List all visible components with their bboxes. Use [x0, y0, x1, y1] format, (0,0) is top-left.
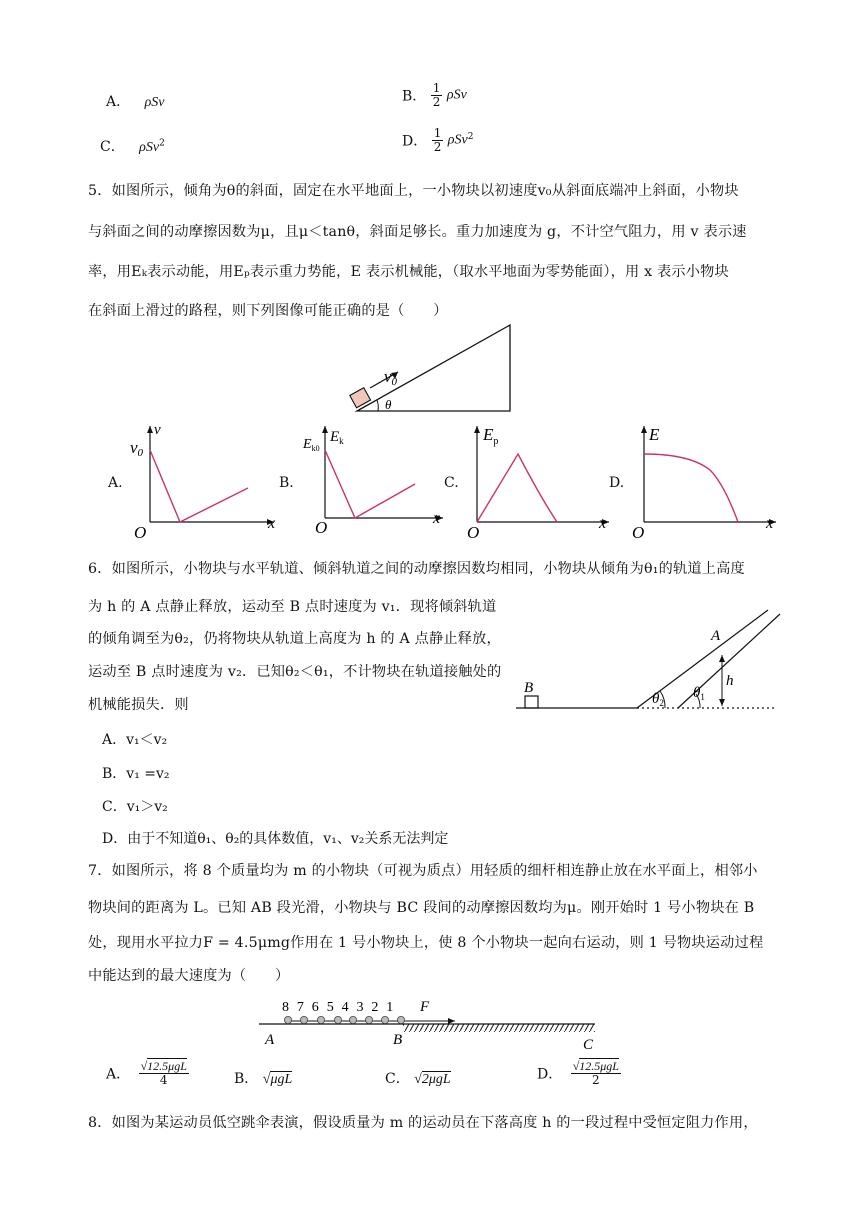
option-expression: ρSv: [446, 87, 467, 103]
q6-stem-line-2: 为 h 的 A 点静止释放，运动至 B 点时速度为 v₁．现将倾斜轨道: [88, 599, 497, 615]
sqrt-expression: √μgL: [262, 1072, 293, 1087]
q7-option-a[interactable]: [106, 1060, 189, 1087]
x-axis-label: x: [268, 515, 276, 532]
theta1-label: $\theta_1$: [693, 685, 705, 702]
y-axis-label: v: [154, 422, 161, 438]
sqrt-fraction: $\frac{\text{√12.5μgL}}{2}$: [572, 1059, 619, 1087]
q5-graph-a: [128, 420, 278, 540]
origin-label: O: [467, 523, 480, 542]
fraction-half: $\frac{1}{2}$: [433, 126, 442, 154]
v0-tick-label: v0: [130, 438, 144, 459]
origin-label: O: [632, 523, 645, 542]
q7-blocks-figure: [255, 995, 605, 1053]
ek0-tick-label: $E_{k0}$: [303, 437, 320, 453]
height-h-label: h: [726, 673, 734, 689]
q6-stem-line-3: 的倾角调至为θ₂，仍将物块从轨道上高度为 h 的 A 点静止释放，: [88, 631, 501, 647]
q6-option-b[interactable]: B．v₁ =v₂: [102, 766, 170, 782]
q5-graph-c: [465, 420, 615, 540]
q5-graph-d: [630, 420, 780, 540]
q4-option-d[interactable]: [402, 127, 473, 154]
theta2-label: $\theta_2$: [652, 691, 664, 708]
q8-stem-line-1: 8．如图为某运动员低空跳伞表演，假设质量为 m 的运动员在下落高度 h 的一段过程中受恒定阻力作用，: [88, 1115, 758, 1131]
v0-label: v0: [384, 367, 398, 388]
point-b-label: B: [524, 680, 534, 696]
point-c-label: C: [583, 1037, 594, 1053]
exponent: 2: [159, 138, 165, 149]
sqrt-fraction: $\frac{\text{√12.5μgL}}{4}$: [140, 1059, 187, 1087]
force-f-label: F: [420, 999, 430, 1015]
q5-stem-line-4: 在斜面上滑过的路程，则下列图像可能正确的是（ ）: [88, 303, 448, 319]
q7-option-b[interactable]: [234, 1068, 292, 1088]
x-axis-label: x: [766, 515, 774, 532]
q4-option-c[interactable]: [100, 136, 165, 156]
q6-stem-line-1: 6．如图所示，小物块与水平轨道、倾斜轨道之间的动摩擦因数均相同，小物块从倾角为θ₁的轨道上高度: [88, 561, 745, 577]
q6-track-figure: [510, 600, 790, 720]
q6-option-c[interactable]: C．v₁＞v₂: [102, 799, 168, 815]
q6-option-d[interactable]: D．由于不知道θ₁、θ₂的具体数值，v₁、v₂关系无法判定: [102, 831, 449, 847]
q5-graph-b: [305, 420, 455, 540]
q6-option-a[interactable]: A．v₁＜v₂: [102, 732, 168, 748]
fraction-half: $\frac{1}{2}$: [432, 81, 441, 109]
option-letter: A．: [106, 94, 131, 110]
point-a-label: A: [711, 628, 721, 644]
q5-graph-a-letter: A.: [108, 475, 123, 491]
option-letter: C．: [100, 139, 125, 155]
q4-option-b[interactable]: [402, 82, 467, 109]
option-letter: A．: [106, 1066, 131, 1083]
q6-stem-line-5: 机械能损失．则: [88, 697, 189, 713]
q6-stem-line-4: 运动至 B 点时速度为 v₂．已知θ₂＜θ₁，不计物块在轨道接触处的: [88, 664, 502, 680]
origin-label: O: [315, 518, 328, 537]
q7-stem-line-2: 物块间的距离为 L。已知 AB 段光滑，小物块与 BC 段间的动摩擦因数均为μ。刚开始时 1 号小物块在 B: [88, 900, 755, 916]
option-letter: C．: [385, 1071, 410, 1087]
q5-graph-b-letter: B.: [279, 475, 294, 491]
q5-incline-figure: [340, 320, 520, 415]
option-expression: ρSv: [144, 95, 165, 110]
point-a-label: A: [265, 1032, 275, 1048]
block-numbers: 8 7 6 5 4 3 2 1: [282, 1000, 396, 1015]
y-axis-label: E: [649, 425, 660, 444]
option-letter: B．: [402, 88, 427, 105]
option-letter: D．: [402, 133, 428, 150]
q7-stem-line-4: 中能达到的最大速度为（ ）: [88, 968, 290, 984]
q7-option-c[interactable]: [385, 1068, 451, 1088]
x-axis-label: x: [433, 510, 441, 527]
q5-graph-d-letter: D.: [609, 475, 625, 491]
origin-label: O: [134, 523, 147, 542]
q4-option-a[interactable]: [106, 91, 165, 111]
y-axis-label: $E_k$: [330, 429, 344, 446]
q7-stem-line-3: 处，现用水平拉力F = 4.5μmg作用在 1 号小物块上，使 8 个小物块一起向右运动，则 1 号物块运动过程: [88, 935, 764, 951]
q5-stem-line-1: 5．如图所示，倾角为θ的斜面，固定在水平地面上，一小物块以初速度v₀从斜面底端冲上斜面，小物块: [88, 183, 739, 199]
sqrt-expression: √2μgL: [414, 1072, 451, 1087]
point-b-label: B: [393, 1032, 403, 1048]
option-expression: ρSv: [139, 140, 160, 155]
option-letter: D．: [537, 1066, 563, 1083]
q7-option-d[interactable]: [537, 1060, 621, 1087]
theta-label: θ: [385, 397, 392, 412]
q5-stem-line-2: 与斜面之间的动摩擦因数为μ，且μ＜tanθ，斜面足够长。重力加速度为 g，不计空气阻力，用 v 表示速: [88, 224, 747, 240]
option-letter: B．: [234, 1071, 259, 1087]
x-axis-label: x: [599, 515, 607, 532]
q7-stem-line-1: 7．如图所示，将 8 个质量均为 m 的小物块（可视为质点）用轻质的细杆相连静止放在水平面上，相邻小: [88, 863, 758, 879]
y-axis-label: $E_p$: [483, 425, 499, 447]
option-expression: ρSv: [447, 132, 468, 148]
q5-graph-c-letter: C.: [444, 475, 459, 491]
q5-stem-line-3: 率，用Eₖ表示动能，用Eₚ表示重力势能，E 表示机械能，（取水平地面为零势能面），用 x 表示小物块: [88, 264, 729, 280]
exponent: 2: [467, 131, 474, 142]
